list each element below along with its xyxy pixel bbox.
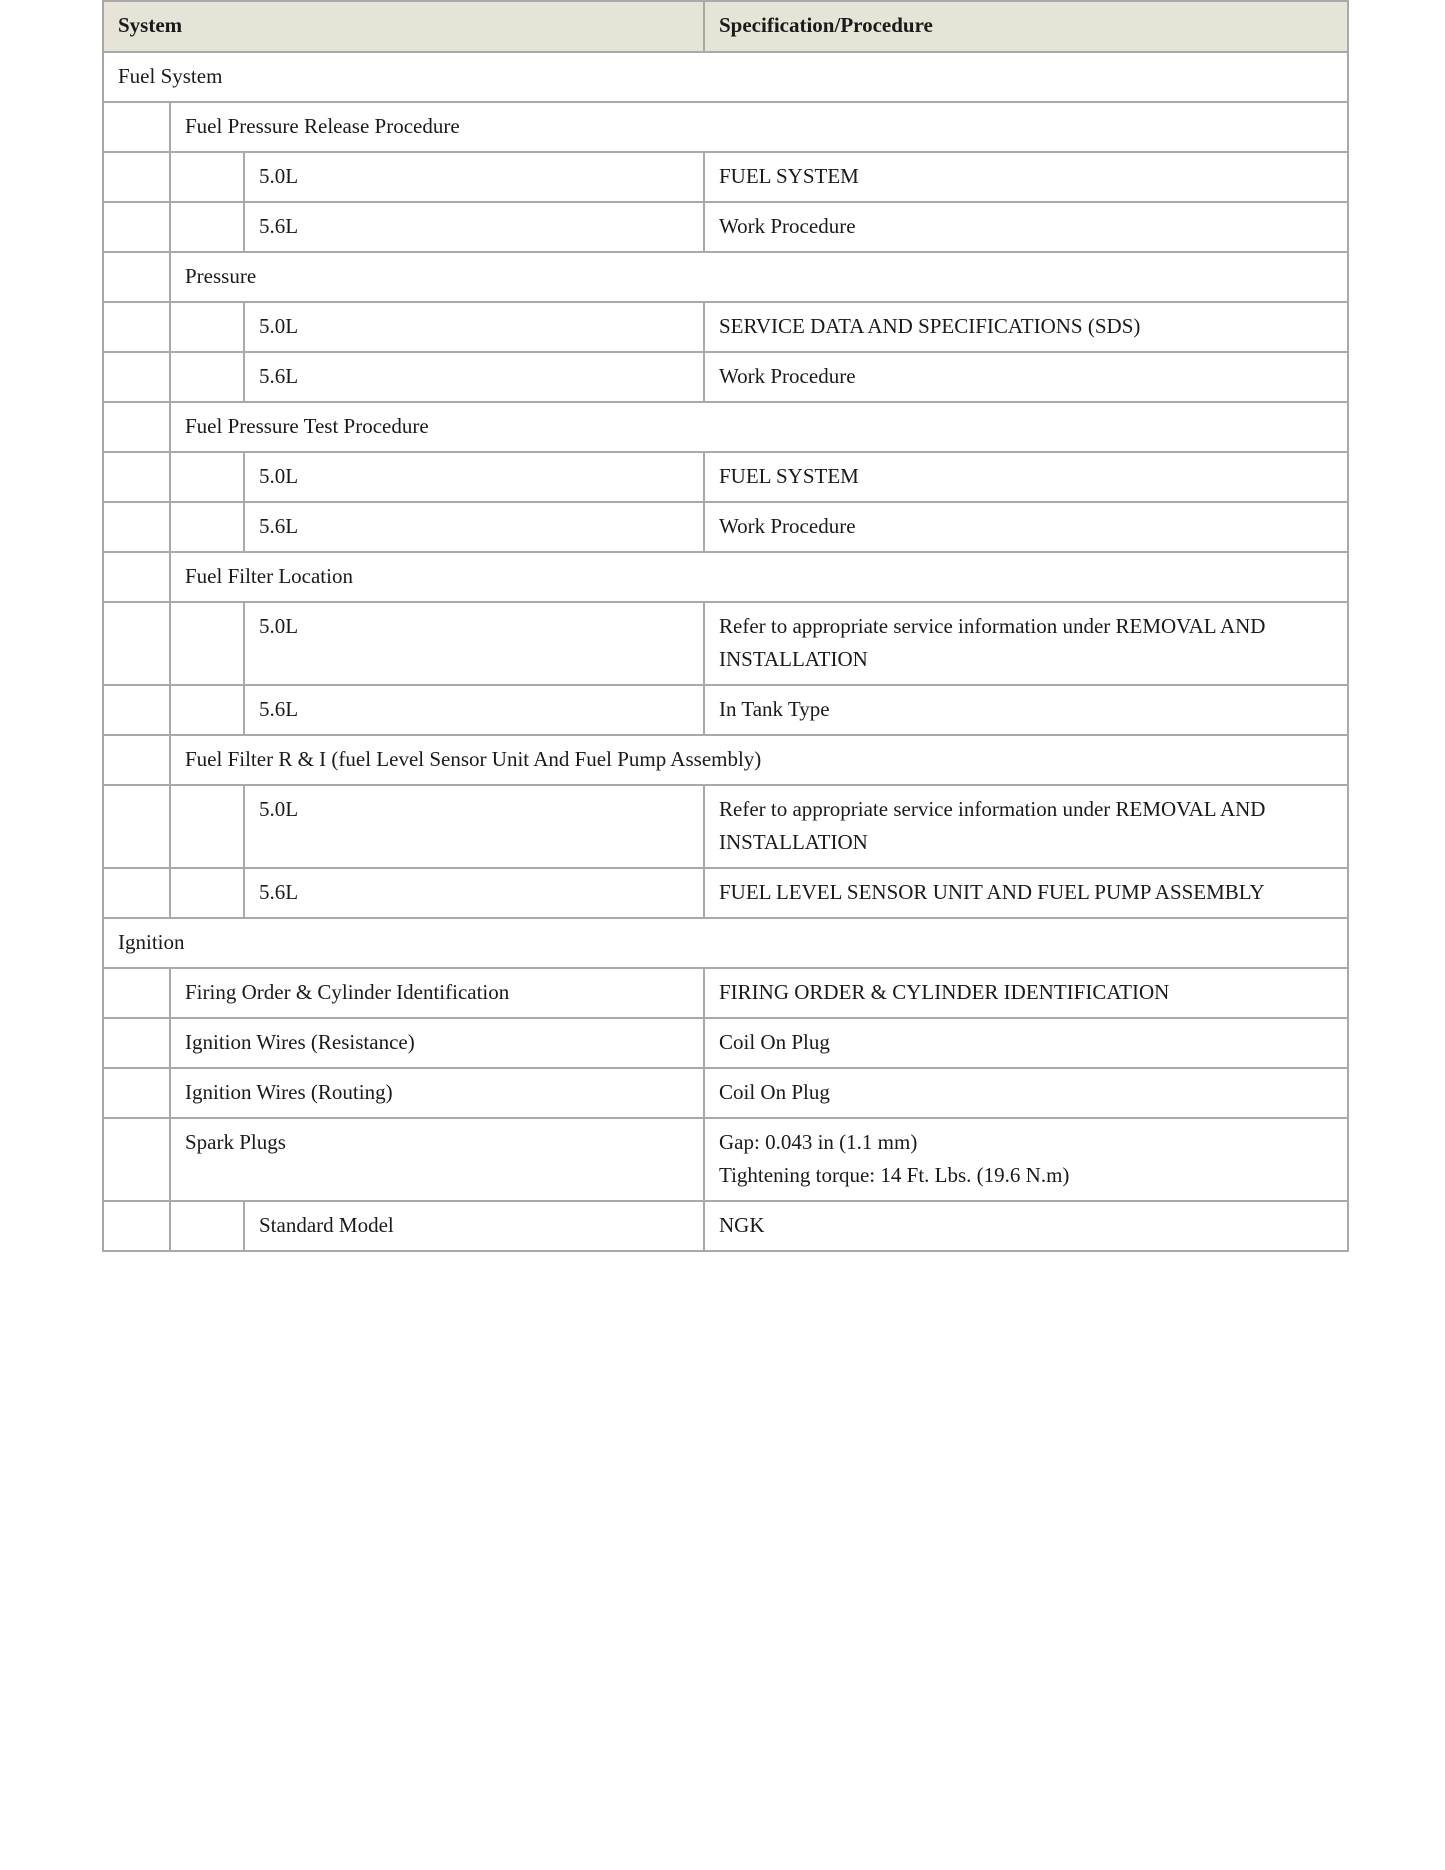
spec-cell: Work Procedure — [704, 352, 1348, 402]
group-label: Fuel Filter Location — [170, 552, 1348, 602]
spark-plug-gap: Gap: 0.043 in (1.1 mm) — [719, 1130, 918, 1154]
table-row — [103, 502, 1348, 552]
item-label: Ignition Wires (Resistance) — [170, 1018, 704, 1068]
spec-cell: In Tank Type — [704, 685, 1348, 735]
spec-cell: Refer to appropriate service information under REMOVAL AND INSTALLATION — [704, 785, 1348, 868]
item-label: Firing Order & Cylinder Identification — [170, 968, 704, 1018]
engine-cell: 5.6L — [244, 868, 704, 918]
table-row — [103, 1201, 1348, 1251]
section-row — [103, 52, 1348, 102]
engine-cell: 5.6L — [244, 685, 704, 735]
spec-cell: FIRING ORDER & CYLINDER IDENTIFICATION — [704, 968, 1348, 1018]
section-title-fuel-system: Fuel System — [103, 52, 1348, 102]
group-row — [103, 252, 1348, 302]
table-row — [103, 1068, 1348, 1118]
spec-cell: FUEL LEVEL SENSOR UNIT AND FUEL PUMP ASSEMBLY — [704, 868, 1348, 918]
item-label: Standard Model — [244, 1201, 704, 1251]
table-row — [103, 685, 1348, 735]
spec-table — [102, 0, 1349, 1252]
spec-cell: FUEL SYSTEM — [704, 152, 1348, 202]
engine-cell: 5.0L — [244, 602, 704, 685]
table-row — [103, 452, 1348, 502]
table-row — [103, 352, 1348, 402]
section-title-ignition: Ignition — [103, 918, 1348, 968]
table-row — [103, 785, 1348, 868]
table-row — [103, 602, 1348, 685]
engine-cell: 5.0L — [244, 302, 704, 352]
table-row — [103, 1118, 1348, 1201]
section-row — [103, 918, 1348, 968]
group-label: Fuel Pressure Release Procedure — [170, 102, 1348, 152]
spec-cell — [704, 1118, 1348, 1201]
engine-cell: 5.6L — [244, 202, 704, 252]
table-row — [103, 868, 1348, 918]
table-row — [103, 302, 1348, 352]
group-row — [103, 552, 1348, 602]
spec-cell: Work Procedure — [704, 502, 1348, 552]
table-row — [103, 968, 1348, 1018]
spec-cell: FUEL SYSTEM — [704, 452, 1348, 502]
engine-cell: 5.0L — [244, 452, 704, 502]
table-row — [103, 1018, 1348, 1068]
spark-plug-torque: Tightening torque: 14 Ft. Lbs. (19.6 N.m) — [719, 1163, 1070, 1187]
header-system: System — [103, 1, 704, 52]
table-row — [103, 152, 1348, 202]
group-row — [103, 102, 1348, 152]
spec-cell: Coil On Plug — [704, 1068, 1348, 1118]
header-row — [103, 1, 1348, 52]
engine-cell: 5.6L — [244, 502, 704, 552]
group-label: Pressure — [170, 252, 1348, 302]
engine-cell: 5.6L — [244, 352, 704, 402]
engine-cell: 5.0L — [244, 785, 704, 868]
spec-cell: Work Procedure — [704, 202, 1348, 252]
spec-cell: Refer to appropriate service information under REMOVAL AND INSTALLATION — [704, 602, 1348, 685]
group-label: Fuel Filter R & I (fuel Level Sensor Unit And Fuel Pump Assembly) — [170, 735, 1348, 785]
group-row — [103, 402, 1348, 452]
group-row — [103, 735, 1348, 785]
engine-cell: 5.0L — [244, 152, 704, 202]
table-row — [103, 202, 1348, 252]
spec-cell: NGK — [704, 1201, 1348, 1251]
group-label: Fuel Pressure Test Procedure — [170, 402, 1348, 452]
spec-cell: SERVICE DATA AND SPECIFICATIONS (SDS) — [704, 302, 1348, 352]
item-label: Spark Plugs — [170, 1118, 704, 1201]
spec-cell: Coil On Plug — [704, 1018, 1348, 1068]
header-spec: Specification/Procedure — [704, 1, 1348, 52]
item-label: Ignition Wires (Routing) — [170, 1068, 704, 1118]
